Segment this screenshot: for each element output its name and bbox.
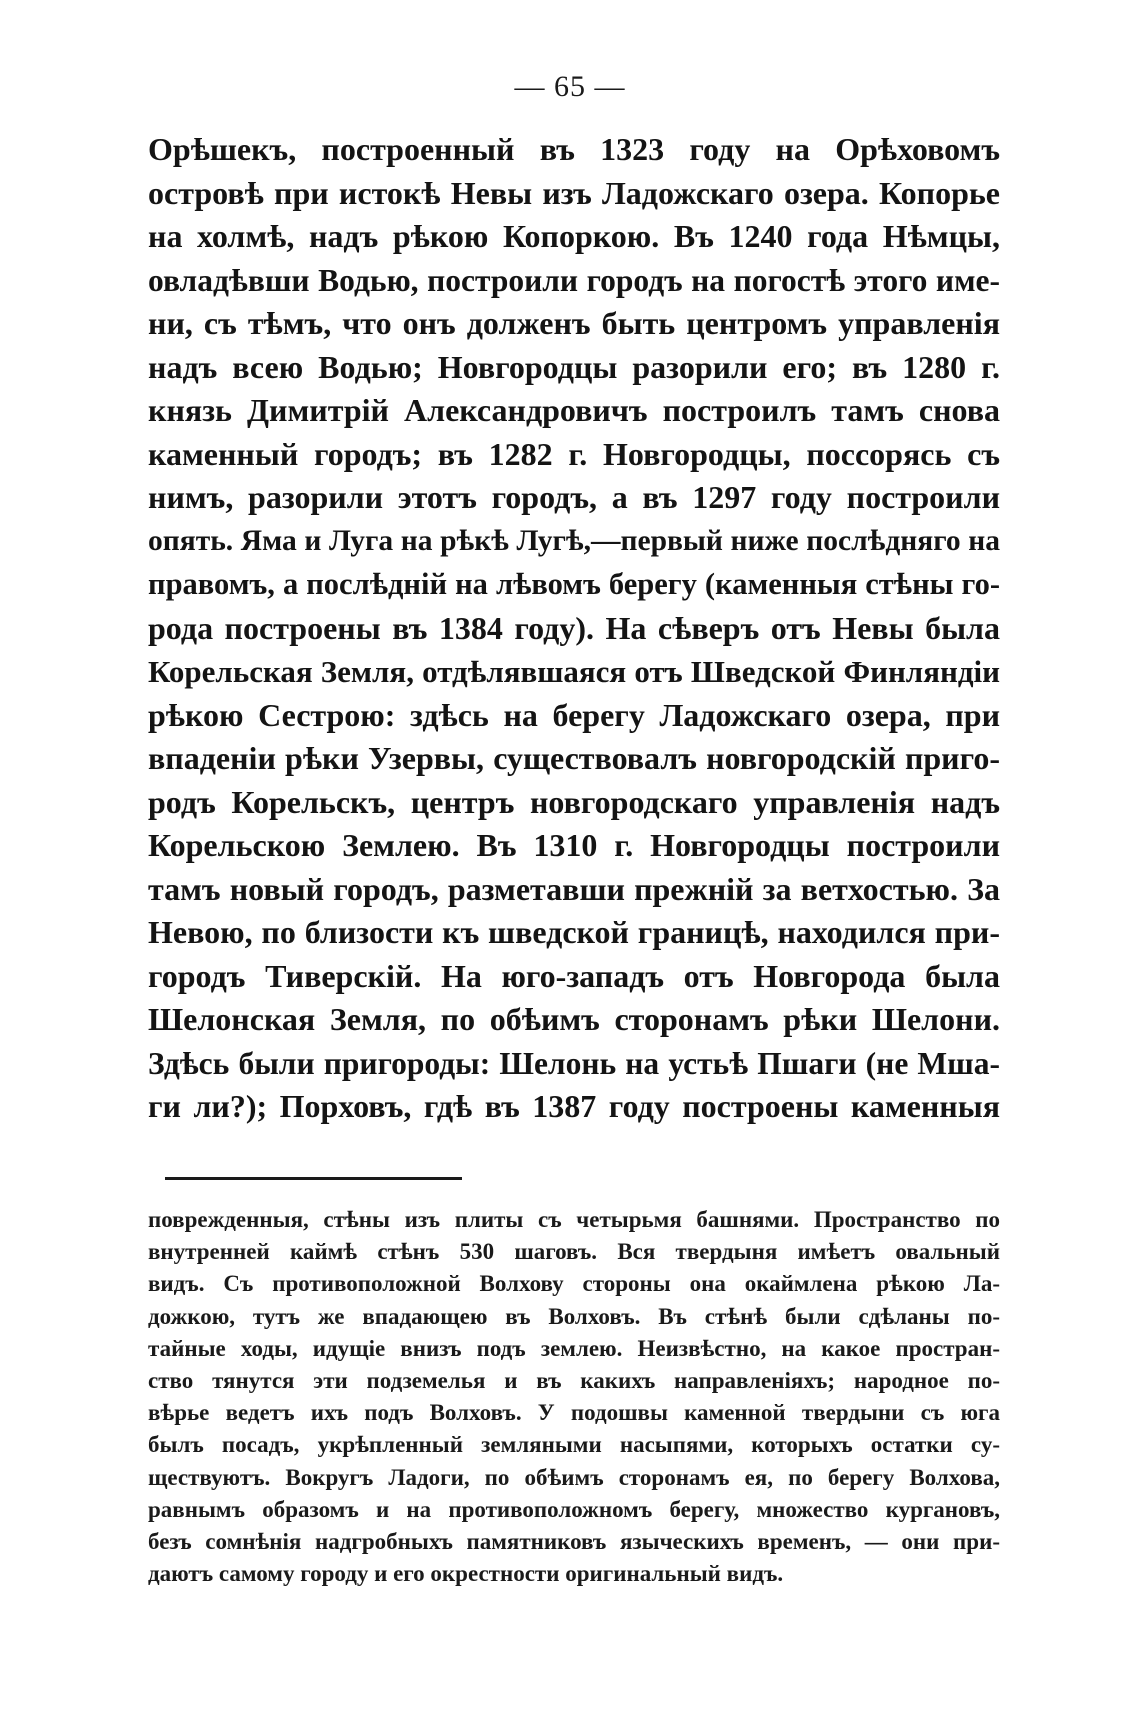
main-text-line: Невою, по близости къ шведской границѣ, находился при- [148, 914, 1000, 950]
main-text-line: нимъ, разорили этотъ городъ, а въ 1297 году построили [148, 479, 1000, 515]
main-text-line: Здѣсь были пригороды: Шелонь на устьѣ Пшаги (не Мша- [148, 1045, 1000, 1081]
main-text-line: правомъ, а послѣдній на лѣвомъ берегу (каменныя стѣны го- [148, 567, 1000, 601]
main-text-line: островѣ при истокѣ Невы изъ Ладожскаго озера. Копорье [148, 174, 1000, 211]
main-text-line: ни, съ тѣмъ, что онъ долженъ быть центромъ управленія [148, 305, 1000, 341]
main-text-line: Шелонская Земля, по обѣимъ сторонамъ рѣки Шелони. [148, 1001, 1000, 1037]
main-text-line: Корельская Земля, отдѣлявшаяся отъ Шведской Финляндіи [148, 654, 1000, 689]
footnote-line: равнымъ образомъ и на противоположномъ берегу, множество кургановъ, [148, 1496, 1000, 1522]
main-text-line: опять. Яма и Луга на рѣкѣ Лугѣ,—первый ниже послѣдняго на [148, 524, 1000, 557]
footnote-separator [165, 1177, 462, 1180]
footnote-line: дожкою, тутъ же впадающею въ Волховъ. Въ стѣнѣ были сдѣланы по- [148, 1303, 1000, 1329]
footnote-line: видъ. Съ противоположной Волхову стороны она окаймлена рѣкою Ла- [148, 1271, 1000, 1297]
main-text-line: городъ Тиверскій. На юго-западъ отъ Новгорода была [148, 957, 1000, 994]
footnote-line: вѣрье ведетъ ихъ подъ Волховъ. У подошвы каменной твердыни съ юга [148, 1400, 1000, 1426]
main-text-line: надъ всею Водью; Новгородцы разорили его; въ 1280 г. [148, 348, 1000, 385]
main-text-line: Корельскою Землею. Въ 1310 г. Новгородцы построили [148, 827, 1000, 863]
footnote-line: поврежденныя, стѣны изъ плиты съ четырьмя башнями. Пространство по [148, 1207, 1000, 1232]
page-number: — 65 — [514, 70, 626, 103]
main-text-line: Орѣшекъ, построенный въ 1323 году на Орѣховомъ [148, 131, 1000, 167]
footnote-line: былъ посадъ, укрѣпленный земляными насыпями, которыхъ остатки су- [148, 1432, 1000, 1458]
main-text-line: рѣкою Сестрою: здѣсь на берегу Ладожскаго озера, при [148, 696, 1000, 733]
main-text-line: впаденіи рѣки Узервы, существовалъ новгородскій приго- [148, 740, 1000, 776]
footnote [148, 1204, 1000, 1590]
footnote-line: даютъ самому городу и его окрестности оригинальный видъ. [148, 1561, 784, 1587]
main-text [148, 128, 1000, 1129]
main-text-line: на холмѣ, надъ рѣкою Копоркою. Въ 1240 года Нѣмцы, [148, 218, 1000, 254]
main-text-line: родъ Корельскъ, центръ новгородскаго управленія надъ [148, 783, 1000, 820]
footnote-line: внутренней каймѣ стѣнъ 530 шаговъ. Вся твердыня имѣетъ овальный [148, 1239, 1000, 1265]
main-text-line: овладѣвши Водью, построили городъ на погостѣ этого име- [148, 262, 1000, 298]
footnote-line: ство тянутся эти подземелья и въ какихъ направленіяхъ; народное по- [148, 1367, 1000, 1393]
main-text-line: каменный городъ; въ 1282 г. Новгородцы, поссорясь съ [148, 435, 1000, 472]
main-text-line: тамъ новый городъ, разметавши прежній за ветхостью. За [148, 870, 1000, 907]
footnote-line: ществуютъ. Вокругъ Ладоги, по обѣимъ сторонамъ ея, по берегу Волхова, [148, 1464, 1000, 1490]
footnote-line: безъ сомнѣнія надгробныхъ памятниковъ языческихъ временъ, — они при- [148, 1528, 1000, 1554]
main-text-line: ги ли?); Порховъ, гдѣ въ 1387 году построены каменныя [148, 1088, 1000, 1124]
main-text-line: рода построены въ 1384 году). На сѣверъ отъ Невы была [148, 609, 1000, 646]
main-text-line: князь Димитрій Александровичъ построилъ тамъ снова [148, 392, 1000, 428]
footnote-line: тайные ходы, идущіе внизъ подъ землею. Неизвѣстно, на какое простран- [148, 1335, 1000, 1361]
